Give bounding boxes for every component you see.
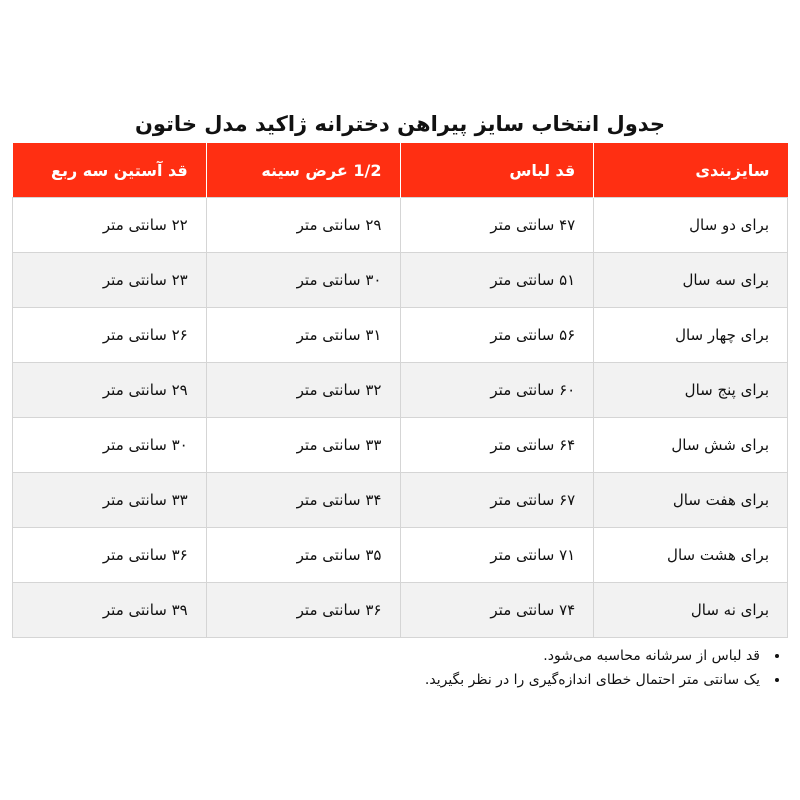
notes-list <box>64 644 782 692</box>
cell-size: برای هشت سال <box>594 528 788 583</box>
table-row <box>13 253 788 308</box>
note-item: • یک سانتی متر احتمال خطای اندازه‌گیری را در نظر بگیرید. <box>64 668 764 692</box>
cell-half-chest: ۳۵ سانتی متر <box>206 528 400 583</box>
cell-half-chest: ۳۱ سانتی متر <box>206 308 400 363</box>
cell-sleeve-length: ۳۶ سانتی متر <box>13 528 207 583</box>
cell-half-chest: ۳۶ سانتی متر <box>206 583 400 638</box>
table-row <box>13 418 788 473</box>
table-row <box>13 198 788 253</box>
cell-half-chest: ۳۲ سانتی متر <box>206 363 400 418</box>
table-row <box>13 528 788 583</box>
header-half-chest: 1/2 عرض سینه <box>206 143 400 198</box>
table-row <box>13 363 788 418</box>
header-size: سایزبندی <box>594 143 788 198</box>
cell-sleeve-length: ۲۹ سانتی متر <box>13 363 207 418</box>
header-dress-length: قد لباس <box>400 143 594 198</box>
cell-dress-length: ۶۴ سانتی متر <box>400 418 594 473</box>
cell-size: برای دو سال <box>594 198 788 253</box>
cell-size: برای هفت سال <box>594 473 788 528</box>
cell-size: برای پنج سال <box>594 363 788 418</box>
table-row <box>13 308 788 363</box>
table-header-row <box>13 143 788 198</box>
cell-dress-length: ۶۷ سانتی متر <box>400 473 594 528</box>
cell-dress-length: ۵۶ سانتی متر <box>400 308 594 363</box>
header-sleeve-length: قد آستین سه ربع <box>13 143 207 198</box>
cell-half-chest: ۳۳ سانتی متر <box>206 418 400 473</box>
cell-sleeve-length: ۲۲ سانتی متر <box>13 198 207 253</box>
cell-sleeve-length: ۲۶ سانتی متر <box>13 308 207 363</box>
cell-sleeve-length: ۳۹ سانتی متر <box>13 583 207 638</box>
cell-size: برای شش سال <box>594 418 788 473</box>
cell-dress-length: ۷۱ سانتی متر <box>400 528 594 583</box>
page-title: جدول انتخاب سایز پیراهن دخترانه ژاکید مدل خاتون <box>134 112 666 136</box>
cell-dress-length: ۵۱ سانتی متر <box>400 253 594 308</box>
table-row <box>13 473 788 528</box>
table-row <box>13 583 788 638</box>
cell-half-chest: ۳۰ سانتی متر <box>206 253 400 308</box>
cell-half-chest: ۳۴ سانتی متر <box>206 473 400 528</box>
cell-size: برای سه سال <box>594 253 788 308</box>
cell-half-chest: ۲۹ سانتی متر <box>206 198 400 253</box>
note-item: • قد لباس از سرشانه محاسبه می‌شود. <box>64 644 764 668</box>
cell-size: برای نه سال <box>594 583 788 638</box>
cell-sleeve-length: ۳۳ سانتی متر <box>13 473 207 528</box>
cell-sleeve-length: ۲۳ سانتی متر <box>13 253 207 308</box>
size-table <box>12 143 788 638</box>
cell-size: برای چهار سال <box>594 308 788 363</box>
cell-dress-length: ۶۰ سانتی متر <box>400 363 594 418</box>
cell-sleeve-length: ۳۰ سانتی متر <box>13 418 207 473</box>
cell-dress-length: ۴۷ سانتی متر <box>400 198 594 253</box>
cell-dress-length: ۷۴ سانتی متر <box>400 583 594 638</box>
